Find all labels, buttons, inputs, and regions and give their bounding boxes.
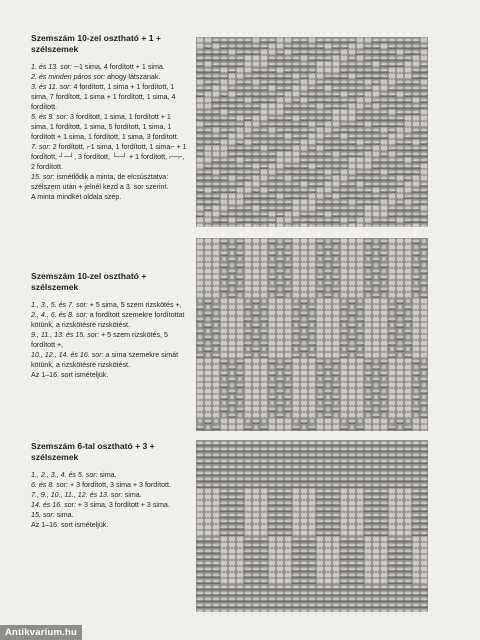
row-label: 5. és 9. sor: bbox=[31, 113, 69, 121]
instruction-row bbox=[31, 310, 189, 330]
row-label: 14. és 16. sor: bbox=[31, 501, 76, 509]
instruction-row bbox=[31, 172, 189, 192]
row-label: 2. és minden páros sor: bbox=[31, 73, 106, 81]
instruction-row bbox=[31, 330, 189, 350]
row-text: + 3 sima, 3 fordított + 3 sima. bbox=[75, 501, 170, 509]
row-text: ismétlődik a minta, de elcsúsztatva: szélszem után + jelnél kezd a 3. sor szerint. bbox=[31, 173, 169, 191]
watermark-logo: Antikvarium.hu bbox=[0, 625, 82, 640]
row-label: 1., 3., 5. és 7. sor: bbox=[31, 301, 88, 309]
row-text: 3 fordított, 1 sima, 1 fordított + 1 sima, 1 fordított, 1 sima, 5 fordított, 1 sima, 1 fordított + 1 sima, 1 fordított, 1 sima, 3 fordított. bbox=[31, 113, 179, 141]
instruction-row bbox=[31, 370, 189, 380]
row-label: 1. és 13. sor: bbox=[31, 63, 73, 71]
row-text: ─1 sima, 4 fordított + 1 sima. bbox=[72, 63, 165, 71]
row-label: 7. sor: bbox=[31, 143, 51, 151]
row-label: 6. és 8. sor: bbox=[31, 481, 69, 489]
pattern-3-knit-photo bbox=[196, 440, 428, 612]
instruction-row bbox=[31, 490, 189, 500]
instruction-row bbox=[31, 62, 189, 72]
row-text: Az 1–16. sort ismételjük. bbox=[31, 371, 109, 379]
instruction-row bbox=[31, 300, 189, 310]
instruction-row bbox=[31, 112, 189, 142]
pattern-2-rows bbox=[31, 300, 189, 380]
instruction-row bbox=[31, 480, 189, 490]
instruction-row bbox=[31, 72, 189, 82]
pattern-1-knit-photo bbox=[196, 37, 428, 227]
instruction-row bbox=[31, 350, 189, 370]
row-label: 7., 9., 10., 11., 12. és 13. sor: bbox=[31, 491, 123, 499]
instruction-row bbox=[31, 192, 189, 202]
row-text: + 3 fordított, 3 sima + 3 fordított. bbox=[68, 481, 171, 489]
pattern-3-title: Szemszám 6-tal osztható + 3 + szélszemek bbox=[31, 441, 155, 462]
row-text: Az 1–16. sort ismételjük. bbox=[31, 521, 109, 529]
pattern-1-instructions bbox=[31, 33, 189, 202]
row-text: sima. bbox=[97, 471, 117, 479]
row-label: 10., 12., 14. és 16. sor: bbox=[31, 351, 104, 359]
row-text: a sima szemekre simát kötünk, a rizskötésre rizskötést. bbox=[31, 351, 179, 369]
instruction-row bbox=[31, 470, 189, 480]
pattern-2-instructions bbox=[31, 271, 189, 380]
row-text: sima. bbox=[54, 511, 74, 519]
instruction-row bbox=[31, 500, 189, 510]
row-text: sima. bbox=[122, 491, 142, 499]
pattern-1-title: Szemszám 10-zel osztható + 1 + szélszemek bbox=[31, 33, 161, 54]
pattern-3-instructions bbox=[31, 441, 189, 530]
row-label: 15. sor: bbox=[31, 173, 55, 181]
row-text: + 5 szem rizskötés, 5 fordított +, bbox=[31, 331, 168, 349]
instruction-row bbox=[31, 82, 189, 112]
pattern-2-knit-photo bbox=[196, 238, 428, 431]
row-text: A minta mindkét oldala szép. bbox=[31, 193, 122, 201]
row-label: 1., 2., 3., 4. és 5. sor: bbox=[31, 471, 98, 479]
row-text: 2 fordított, ⌐1 sima, 1 fordított, 1 sima⌐ + 1 fordított, ┘─┘, 3 fordított, └─┘ + 1 fordított, ⌐─⌐, 2 fordított. bbox=[31, 143, 187, 171]
pattern-3-rows bbox=[31, 470, 189, 530]
instruction-row bbox=[31, 510, 189, 520]
instruction-row bbox=[31, 142, 189, 172]
row-label: 9., 11., 13. és 15. sor: bbox=[31, 331, 100, 339]
row-text: 4 fordított, 1 sima + 1 fordított, 1 sima, 7 fordított, 1 sima + 1 fordított, 1 sima, 4 fordított. bbox=[31, 83, 176, 111]
instruction-row bbox=[31, 520, 189, 530]
pattern-2-title: Szemszám 10-zel osztható + szélszemek bbox=[31, 271, 147, 292]
row-label: 15. sor: bbox=[31, 511, 55, 519]
row-label: 3. és 11. sor: bbox=[31, 83, 72, 91]
pattern-1-rows bbox=[31, 62, 189, 202]
row-text: + 5 sima, 5 szem rizskötés +, bbox=[87, 301, 182, 309]
row-text: a fordított szemekre fordítottat kötünk, a rizskötésre rizskötést. bbox=[31, 311, 185, 329]
row-label: 2., 4., 6. és 8. sor: bbox=[31, 311, 88, 319]
row-text: ahogy látszanak. bbox=[105, 73, 161, 81]
